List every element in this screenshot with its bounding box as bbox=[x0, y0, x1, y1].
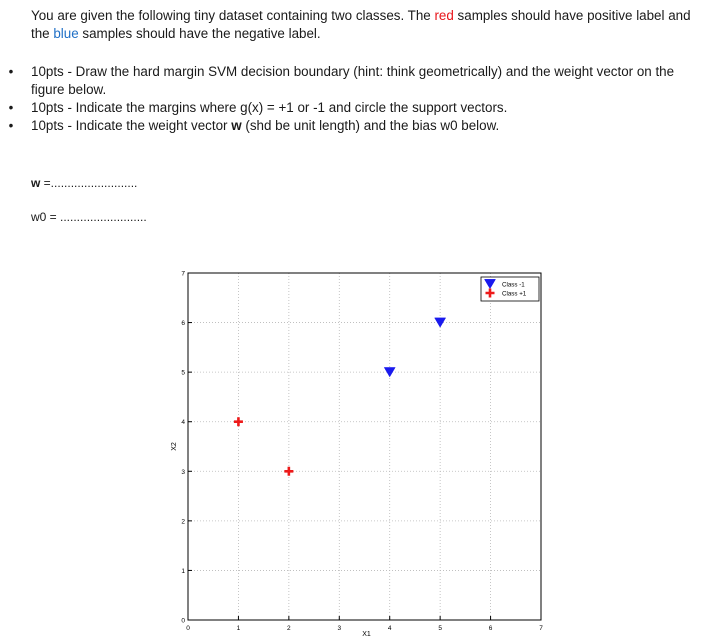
w-label: w bbox=[31, 176, 41, 190]
y-tick-label: 1 bbox=[181, 567, 185, 575]
w0-label: w0 = bbox=[31, 210, 61, 224]
legend-label: Class +1 bbox=[502, 290, 527, 298]
task-text-2: 10pts - Indicate the margins where g(x) = +1 or -1 and circle the support vectors. bbox=[31, 100, 508, 115]
x-tick-label: 0 bbox=[186, 625, 190, 632]
task-text-1: 10pts - Draw the hard margin SVM decision boundary (hint: think geometrically) and the weight vector on the figure below. bbox=[31, 64, 675, 97]
y-tick-label: 6 bbox=[181, 320, 185, 328]
y-tick-label: 5 bbox=[181, 369, 185, 377]
y-tick-label: 2 bbox=[181, 518, 185, 526]
data-point-class-plus1 bbox=[234, 417, 243, 426]
w-blank[interactable]: =.......................... bbox=[40, 176, 138, 190]
x-tick-label: 4 bbox=[387, 625, 392, 632]
intro-text-2: samples should have positive label and the bbox=[31, 8, 691, 41]
intro-text-3: samples should have the negative label. bbox=[78, 26, 321, 41]
x-tick-label: 1 bbox=[236, 625, 241, 632]
bullet-icon: • bbox=[8, 100, 14, 115]
x-axis-label: X1 bbox=[362, 631, 371, 638]
x-tick-label: 3 bbox=[337, 625, 342, 632]
task-text-3-bold: w bbox=[231, 118, 242, 133]
y-tick-label: 3 bbox=[181, 468, 185, 476]
y-axis-label: X2 bbox=[171, 442, 178, 451]
data-point-class-minus1 bbox=[384, 367, 395, 376]
y-tick-label: 0 bbox=[181, 617, 185, 625]
task-text-3-before: 10pts - Indicate the weight vector bbox=[31, 118, 232, 133]
blue-keyword: blue bbox=[53, 26, 79, 41]
x-tick-label: 5 bbox=[438, 625, 442, 632]
data-point-class-plus1 bbox=[284, 467, 293, 476]
x-tick-label: 7 bbox=[539, 625, 543, 632]
task-text-3-after: (shd be unit length) and the bias w0 below. bbox=[241, 118, 500, 133]
plot-frame bbox=[188, 273, 541, 620]
y-tick-label: 7 bbox=[181, 270, 185, 278]
legend-label: Class -1 bbox=[502, 281, 525, 289]
bullet-icon: • bbox=[8, 64, 14, 79]
x-tick-label: 2 bbox=[287, 625, 291, 632]
red-keyword: red bbox=[434, 8, 454, 23]
w0-blank[interactable]: .......................... bbox=[60, 210, 147, 224]
x-tick-label: 6 bbox=[488, 625, 493, 632]
intro-text-1: You are given the following tiny dataset containing two classes. The bbox=[31, 8, 435, 23]
bullet-icon: • bbox=[8, 118, 14, 133]
y-tick-label: 4 bbox=[181, 419, 185, 427]
